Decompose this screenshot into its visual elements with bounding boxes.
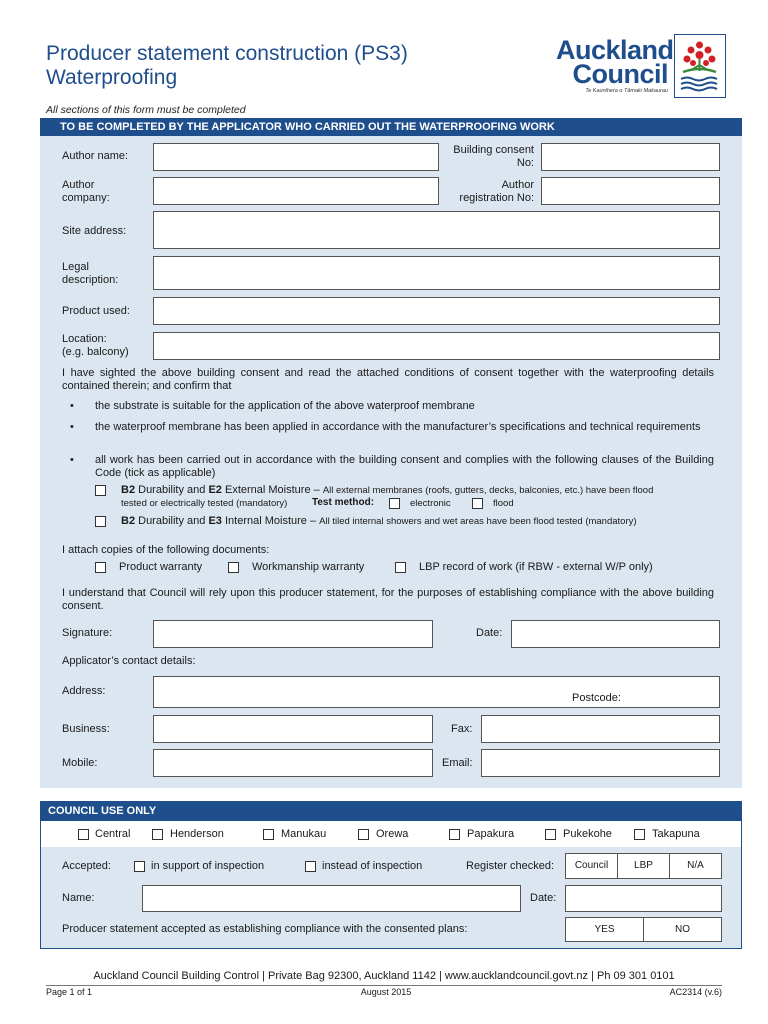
footer-page: Page 1 of 1 (46, 987, 93, 997)
electronic-label: electronic (410, 498, 451, 509)
location-label: Location: (e.g. balcony) (62, 333, 129, 358)
lbp-record-checkbox[interactable] (395, 562, 406, 573)
site-address-label: Site address: (62, 225, 127, 237)
office-pukekohe-checkbox[interactable] (545, 829, 556, 840)
office-central-checkbox[interactable] (78, 829, 89, 840)
product-warranty-label: Product warranty (119, 561, 203, 573)
workmanship-warranty-label: Workmanship warranty (252, 561, 365, 573)
register-lbp-cell[interactable]: LBP (617, 853, 670, 879)
understand-text: I understand that Council will rely upon this producer statement, for the purposes of establishing compliance with the above building consent. (62, 587, 714, 612)
workmanship-warranty-checkbox[interactable] (228, 562, 239, 573)
bullet-building-code: all work has been carried out in accordance with the building consent and complies with the following clauses of the Building Code (tick as applicable) (95, 454, 714, 479)
bullet-membrane: the waterproof membrane has been applied in accordance with the manufacturer’s specifications and technical requirements (95, 421, 701, 433)
location-field[interactable] (153, 332, 720, 360)
contact-details-label: Applicator’s contact details: (62, 655, 196, 667)
attach-docs-label: I attach copies of the following documents: (62, 544, 270, 556)
mobile-label: Mobile: (62, 757, 98, 769)
mobile-field[interactable] (153, 749, 433, 777)
office-orewa-label: Orewa (376, 828, 409, 840)
date-field[interactable] (511, 620, 720, 648)
office-henderson-checkbox[interactable] (152, 829, 163, 840)
site-address-field[interactable] (153, 211, 720, 249)
council-name-field[interactable] (142, 885, 521, 912)
office-henderson-label: Henderson (170, 828, 224, 840)
product-warranty-checkbox[interactable] (95, 562, 106, 573)
fax-label: Fax: (451, 723, 473, 735)
form-instruction: All sections of this form must be completed (46, 104, 246, 116)
test-method-label: Test method: (312, 497, 375, 508)
applicator-section-header: TO BE COMPLETED BY THE APPLICATOR WHO CARRIED OUT THE WATERPROOFING WORK (40, 118, 742, 136)
office-takapuna-checkbox[interactable] (634, 829, 645, 840)
product-used-field[interactable] (153, 297, 720, 325)
product-used-label: Product used: (62, 305, 130, 317)
consent-no-field[interactable] (541, 143, 720, 171)
logo-wordmark: Auckland Council (556, 35, 674, 89)
e2-checkbox[interactable] (95, 485, 106, 496)
e2-clause: B2 Durability and E2 External Moisture – All external membranes (roofs, gutters, decks, balconies, etc.) have been flood (121, 484, 654, 496)
signature-field[interactable] (153, 620, 433, 648)
yes-cell[interactable]: YES (565, 917, 644, 942)
address-label: Address: (62, 685, 106, 697)
logo-tagline: Te Kaunihera o Tāmaki Makaurau (585, 88, 668, 94)
electronic-checkbox[interactable] (389, 498, 400, 509)
author-name-field[interactable] (153, 143, 439, 171)
email-field[interactable] (481, 749, 720, 777)
bullet-substrate: the substrate is suitable for the application of the above waterproof membrane (95, 400, 475, 412)
declaration-text: I have sighted the above building consent and read the attached conditions of consent together with the waterproofing details contained therein; and confirm that (62, 367, 714, 392)
flood-label: flood (493, 498, 514, 509)
e2-detail-2: tested or electrically tested (mandatory) (121, 498, 288, 509)
date-label: Date: (476, 627, 503, 639)
pohutukawa-logo-icon (674, 34, 726, 98)
author-reg-field[interactable] (541, 177, 720, 205)
in-support-label: in support of inspection (151, 860, 265, 872)
e3-clause: B2 Durability and E3 Internal Moisture – All tiled internal showers and wet areas have been flood tested (mandatory) (121, 515, 637, 527)
bullet-dot: • (70, 454, 74, 466)
footer-date: August 2015 (360, 987, 412, 997)
author-name-label: Author name: (62, 150, 129, 162)
lbp-record-label: LBP record of work (if RBW - external W/P only) (419, 561, 653, 573)
accepted-label: Accepted: (62, 860, 111, 872)
flood-checkbox[interactable] (472, 498, 483, 509)
council-name-label: Name: (62, 892, 95, 904)
footer-divider (46, 985, 722, 986)
accepted-compliance-label: Producer statement accepted as establishing compliance with the consented plans: (62, 923, 468, 935)
email-label: Email: (442, 757, 473, 769)
office-manukau-checkbox[interactable] (263, 829, 274, 840)
council-date-label: Date: (530, 892, 557, 904)
footer-code: AC2314 (v.6) (669, 987, 722, 997)
page-title: Producer statement construction (PS3) Waterproofing (46, 42, 408, 89)
e3-checkbox[interactable] (95, 516, 106, 527)
author-reg-label: Author registration No: (459, 179, 534, 204)
office-pukekohe-label: Pukekohe (563, 828, 612, 840)
consent-no-label: Building consent No: (453, 144, 534, 169)
business-label: Business: (62, 723, 110, 735)
author-company-label: Author company: (62, 179, 110, 204)
footer-address: Auckland Council Building Control | Private Bag 92300, Auckland 1142 | www.aucklandcouncil.govt.nz | Ph 09 301 0101 (93, 970, 675, 982)
council-date-field[interactable] (565, 885, 722, 912)
postcode-label: Postcode: (572, 692, 621, 704)
office-central-label: Central (95, 828, 131, 840)
register-checked-label: Register checked: (466, 860, 555, 872)
fax-field[interactable] (481, 715, 720, 743)
author-company-field[interactable] (153, 177, 439, 205)
office-takapuna-label: Takapuna (652, 828, 700, 840)
no-cell[interactable]: NO (643, 917, 722, 942)
office-papakura-checkbox[interactable] (449, 829, 460, 840)
legal-description-label: Legal description: (62, 261, 119, 286)
register-council-cell[interactable]: Council (565, 853, 618, 879)
register-na-cell[interactable]: N/A (669, 853, 722, 879)
instead-checkbox[interactable] (305, 861, 316, 872)
address-field[interactable] (153, 676, 720, 708)
legal-description-field[interactable] (153, 256, 720, 290)
bullet-dot: • (70, 400, 74, 412)
instead-label: instead of inspection (322, 860, 423, 872)
signature-label: Signature: (62, 627, 113, 639)
office-manukau-label: Manukau (281, 828, 327, 840)
council-section-header: COUNCIL USE ONLY (40, 801, 742, 821)
office-orewa-checkbox[interactable] (358, 829, 369, 840)
office-papakura-label: Papakura (467, 828, 515, 840)
business-phone-field[interactable] (153, 715, 433, 743)
bullet-dot: • (70, 421, 74, 433)
in-support-checkbox[interactable] (134, 861, 145, 872)
